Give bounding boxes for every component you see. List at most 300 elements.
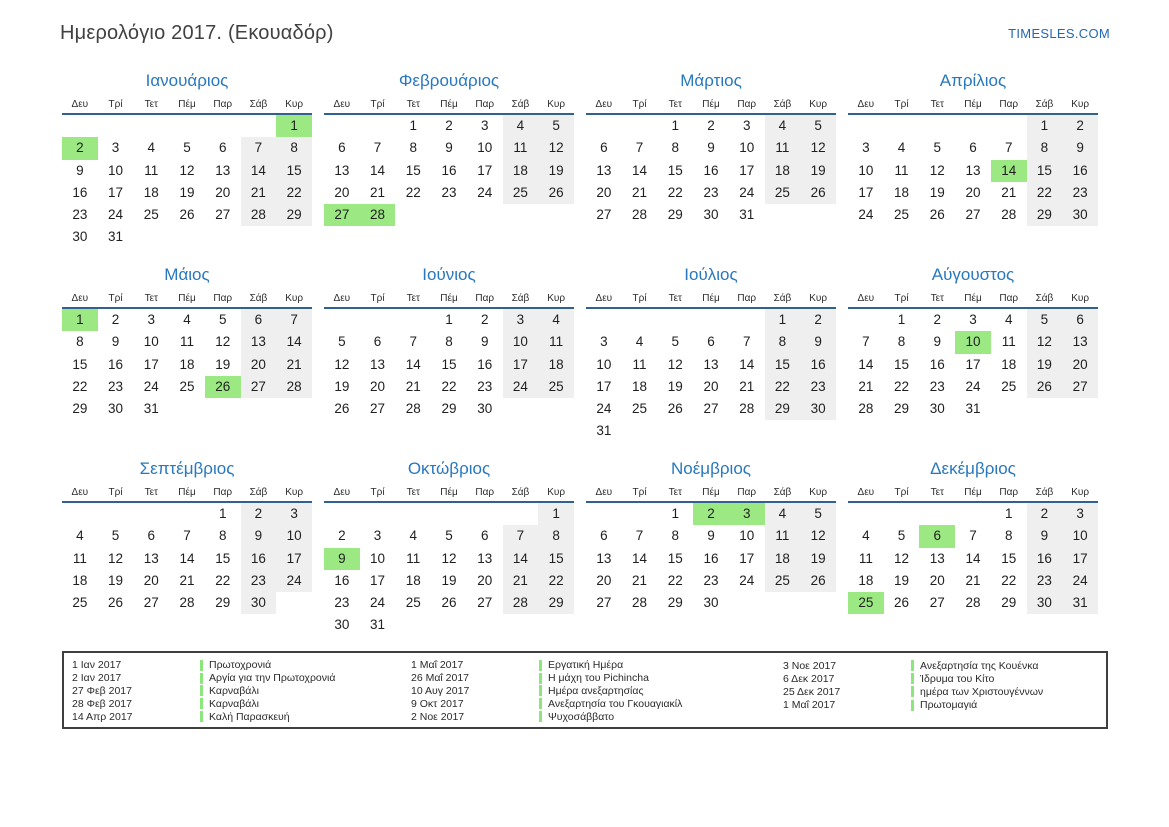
empty-cell bbox=[729, 592, 765, 614]
holiday-marker-bar bbox=[911, 686, 914, 697]
day-cell: 24 bbox=[1062, 570, 1098, 592]
day-cell: 6 bbox=[600, 528, 608, 544]
day-cell: 30 bbox=[108, 401, 124, 417]
day-cell: 2 bbox=[111, 312, 120, 327]
day-cell: 10 bbox=[370, 550, 386, 566]
day-cell: 2 bbox=[933, 312, 942, 327]
weekday-label: Κυρ bbox=[285, 99, 304, 110]
empty-cell bbox=[360, 226, 396, 248]
day-cell: 9 bbox=[445, 140, 453, 156]
day-cell: 30 bbox=[703, 595, 719, 611]
day-cell: 15 bbox=[1001, 550, 1017, 566]
day-cell: 16 bbox=[800, 354, 836, 376]
day-cell: 8 bbox=[538, 525, 574, 547]
empty-cell bbox=[62, 420, 98, 442]
weekday-header-row bbox=[324, 291, 574, 309]
empty-cell bbox=[919, 503, 955, 525]
month-8 bbox=[848, 262, 1098, 456]
day-grid bbox=[586, 115, 836, 249]
day-cell: 19 bbox=[1027, 354, 1063, 376]
empty-cell bbox=[62, 503, 98, 525]
empty-cell bbox=[241, 614, 277, 636]
holiday-marker-bar bbox=[200, 711, 203, 722]
holiday-marker-bar bbox=[539, 698, 542, 709]
empty-cell bbox=[503, 398, 539, 420]
legend-column bbox=[783, 659, 1098, 723]
day-cell: 25 bbox=[538, 376, 574, 398]
day-cell: 28 bbox=[276, 376, 312, 398]
day-cell: 28 bbox=[739, 401, 755, 417]
legend-holiday-name: ημέρα των Χριστουγέννων bbox=[920, 685, 1044, 698]
day-cell: 9 bbox=[241, 525, 277, 547]
day-cell: 22 bbox=[1027, 182, 1063, 204]
day-cell: 28 bbox=[503, 592, 539, 614]
day-cell: 13 bbox=[596, 550, 612, 566]
day-cell: 9 bbox=[1062, 137, 1098, 159]
weekday-label: Κυρ bbox=[547, 487, 566, 498]
day-cell: 4 bbox=[862, 528, 870, 544]
legend-holiday-name: Εργατική Ημέρα bbox=[548, 659, 624, 672]
empty-cell bbox=[848, 614, 884, 636]
day-cell: 24 bbox=[477, 184, 493, 200]
month-title: Σεπτέμβριος bbox=[139, 459, 235, 478]
day-cell: 13 bbox=[965, 162, 981, 178]
day-cell: 21 bbox=[632, 572, 648, 588]
day-cell: 16 bbox=[72, 184, 88, 200]
day-cell: 29 bbox=[894, 401, 910, 417]
weekday-label: Τρί bbox=[632, 293, 647, 304]
day-cell: 22 bbox=[1001, 572, 1017, 588]
weekday-label: Σάβ bbox=[249, 99, 268, 110]
day-cell: 18 bbox=[632, 378, 648, 394]
empty-cell bbox=[955, 226, 991, 248]
legend-holiday-name: Αργία για την Πρωτοχρονιά bbox=[209, 672, 336, 685]
day-cell: 4 bbox=[183, 312, 191, 327]
day-cell: 11 bbox=[503, 137, 539, 159]
day-cell: 30 bbox=[241, 592, 277, 614]
day-cell: 20 bbox=[965, 184, 981, 200]
day-cell: 2 bbox=[445, 118, 453, 133]
day-cell: 23 bbox=[334, 595, 350, 611]
day-cell: 6 bbox=[373, 334, 382, 350]
month-7 bbox=[586, 262, 836, 456]
day-cell: 24 bbox=[370, 595, 386, 611]
weekday-label: Δευ bbox=[71, 293, 89, 304]
month-title: Δεκέμβριος bbox=[930, 459, 1016, 478]
legend-entry bbox=[783, 699, 1098, 712]
empty-cell bbox=[1027, 398, 1063, 420]
legend-date: 1 Μαΐ 2017 bbox=[783, 699, 836, 712]
day-cell: 1 bbox=[218, 506, 227, 521]
empty-cell bbox=[729, 420, 765, 442]
day-cell: 5 bbox=[111, 528, 120, 544]
empty-cell bbox=[503, 226, 539, 248]
empty-cell bbox=[919, 420, 955, 442]
day-cell: 30 bbox=[1027, 592, 1063, 614]
day-cell: 23 bbox=[72, 207, 88, 223]
holiday-marker-bar bbox=[911, 700, 914, 711]
day-cell: 27 bbox=[929, 595, 945, 611]
weekday-header-row bbox=[62, 291, 312, 309]
legend-entry bbox=[72, 659, 411, 672]
empty-cell bbox=[693, 226, 729, 248]
day-cell: 19 bbox=[441, 572, 457, 588]
month-3 bbox=[586, 68, 836, 262]
day-cell: 12 bbox=[334, 356, 350, 372]
day-cell: 30 bbox=[477, 401, 493, 417]
day-cell: 15 bbox=[765, 354, 801, 376]
day-cell: 10 bbox=[1062, 525, 1098, 547]
empty-cell bbox=[586, 226, 622, 248]
day-cell: 19 bbox=[108, 572, 124, 588]
month-11 bbox=[586, 456, 836, 650]
day-cell: 25 bbox=[765, 182, 801, 204]
weekday-label: Παρ bbox=[475, 99, 495, 110]
legend-holiday-name: Πρωτομαγιά bbox=[920, 699, 978, 712]
empty-cell bbox=[586, 503, 622, 525]
day-cell: 8 bbox=[76, 334, 84, 350]
day-cell: 7 bbox=[276, 309, 312, 331]
day-cell: 26 bbox=[179, 207, 195, 223]
day-cell: 20 bbox=[370, 378, 386, 394]
site-link[interactable]: TIMESLES.COM bbox=[1008, 26, 1110, 41]
day-cell: 24 bbox=[965, 378, 981, 394]
day-cell: 16 bbox=[108, 356, 124, 372]
day-cell: 27 bbox=[596, 595, 612, 611]
day-cell: 17 bbox=[739, 550, 755, 566]
empty-cell bbox=[431, 614, 467, 636]
day-cell: 24 bbox=[739, 572, 755, 588]
day-cell: 1 bbox=[1027, 115, 1063, 137]
weekday-label: Τετ bbox=[668, 293, 682, 304]
day-cell: 1 bbox=[765, 309, 801, 331]
day-cell: 5 bbox=[218, 312, 227, 327]
empty-cell bbox=[848, 503, 884, 525]
day-grid bbox=[848, 309, 1098, 443]
day-cell: 31 bbox=[596, 423, 612, 439]
empty-cell bbox=[657, 226, 693, 248]
weekday-label: Πέμ bbox=[964, 99, 982, 110]
empty-cell bbox=[1062, 614, 1098, 636]
empty-cell bbox=[360, 309, 396, 331]
day-cell: 4 bbox=[1004, 312, 1013, 327]
day-cell: 26 bbox=[441, 595, 457, 611]
day-cell: 2 bbox=[707, 118, 715, 133]
empty-cell bbox=[324, 503, 360, 525]
legend-date: 2 Ιαν 2017 bbox=[72, 672, 122, 685]
day-cell: 12 bbox=[894, 550, 910, 566]
empty-cell bbox=[467, 420, 503, 442]
day-cell: 29 bbox=[667, 595, 683, 611]
day-grid bbox=[848, 115, 1098, 249]
month-1 bbox=[62, 68, 312, 262]
empty-cell bbox=[62, 115, 98, 137]
day-cell: 30 bbox=[1062, 204, 1098, 226]
day-cell: 27 bbox=[1062, 376, 1098, 398]
weekday-label: Δευ bbox=[333, 487, 351, 498]
day-cell: 21 bbox=[241, 182, 277, 204]
day-cell: 6 bbox=[1062, 309, 1098, 331]
day-cell: 6 bbox=[707, 334, 715, 350]
day-cell: 3 bbox=[729, 503, 765, 525]
day-cell: 30 bbox=[334, 617, 350, 633]
day-cell: 5 bbox=[933, 140, 942, 156]
empty-cell bbox=[991, 226, 1027, 248]
day-cell: 28 bbox=[632, 595, 648, 611]
month-title: Ιανουάριος bbox=[145, 71, 229, 90]
weekday-label: Δευ bbox=[333, 99, 351, 110]
day-cell: 10 bbox=[955, 331, 991, 353]
day-cell: 10 bbox=[739, 140, 755, 156]
day-cell: 14 bbox=[632, 550, 648, 566]
day-cell: 15 bbox=[667, 550, 683, 566]
weekday-header-row bbox=[848, 97, 1098, 115]
empty-cell bbox=[324, 309, 360, 331]
day-cell: 12 bbox=[800, 525, 836, 547]
day-cell: 31 bbox=[1062, 592, 1098, 614]
day-cell: 17 bbox=[143, 356, 159, 372]
day-cell: 18 bbox=[503, 160, 539, 182]
weekday-label: Παρ bbox=[213, 99, 233, 110]
day-cell: 29 bbox=[276, 204, 312, 226]
weekday-label: Τετ bbox=[144, 99, 158, 110]
day-cell: 7 bbox=[503, 525, 539, 547]
day-cell: 26 bbox=[667, 401, 683, 417]
day-cell: 23 bbox=[108, 378, 124, 394]
day-cell: 8 bbox=[218, 528, 227, 544]
day-cell: 19 bbox=[667, 378, 683, 394]
weekday-label: Κυρ bbox=[285, 487, 304, 498]
empty-cell bbox=[765, 204, 801, 226]
legend-date: 9 Οκτ 2017 bbox=[411, 697, 464, 710]
day-cell: 29 bbox=[441, 401, 457, 417]
empty-cell bbox=[586, 614, 622, 636]
day-cell: 9 bbox=[800, 331, 836, 353]
day-cell: 8 bbox=[445, 334, 453, 350]
day-cell: 17 bbox=[477, 162, 493, 178]
weekday-label: Δευ bbox=[595, 99, 613, 110]
empty-cell bbox=[276, 614, 312, 636]
empty-cell bbox=[503, 204, 539, 226]
day-cell: 9 bbox=[707, 528, 715, 544]
weekday-label: Πέμ bbox=[440, 293, 458, 304]
legend-holiday-name: Πρωτοχρονιά bbox=[209, 659, 272, 672]
day-cell: 20 bbox=[215, 184, 231, 200]
day-cell: 19 bbox=[929, 184, 945, 200]
weekday-header-row bbox=[324, 485, 574, 503]
day-cell: 1 bbox=[671, 506, 680, 521]
day-cell: 13 bbox=[370, 356, 386, 372]
month-title: Ιούνιος bbox=[422, 265, 476, 284]
weekday-label: Τετ bbox=[144, 487, 158, 498]
empty-cell bbox=[884, 115, 920, 137]
empty-cell bbox=[241, 115, 277, 137]
day-cell: 29 bbox=[538, 592, 574, 614]
day-cell: 12 bbox=[108, 550, 124, 566]
day-cell: 20 bbox=[929, 572, 945, 588]
empty-cell bbox=[360, 420, 396, 442]
day-cell: 9 bbox=[480, 334, 489, 350]
day-cell: 27 bbox=[703, 401, 719, 417]
day-cell: 11 bbox=[1001, 334, 1016, 350]
weekday-label: Δευ bbox=[595, 487, 613, 498]
month-title: Μάιος bbox=[164, 265, 210, 284]
day-cell: 26 bbox=[108, 595, 124, 611]
day-cell: 16 bbox=[1027, 548, 1063, 570]
day-cell: 20 bbox=[143, 572, 159, 588]
day-cell: 10 bbox=[596, 356, 612, 372]
weekday-label: Τετ bbox=[144, 293, 158, 304]
day-cell: 26 bbox=[205, 376, 241, 398]
day-cell: 15 bbox=[405, 162, 421, 178]
day-cell: 27 bbox=[143, 595, 159, 611]
day-cell: 22 bbox=[538, 570, 574, 592]
day-cell: 21 bbox=[503, 570, 539, 592]
empty-cell bbox=[693, 309, 729, 331]
legend-entry bbox=[72, 710, 411, 723]
day-cell: 23 bbox=[1062, 182, 1098, 204]
weekday-label: Κυρ bbox=[547, 99, 566, 110]
empty-cell bbox=[395, 503, 431, 525]
legend-date: 2 Νοε 2017 bbox=[411, 710, 465, 723]
day-cell: 1 bbox=[62, 309, 98, 331]
day-cell: 19 bbox=[894, 572, 910, 588]
day-cell: 5 bbox=[800, 115, 836, 137]
day-cell: 9 bbox=[707, 140, 715, 156]
holiday-legend bbox=[62, 651, 1108, 729]
day-cell: 14 bbox=[739, 356, 755, 372]
day-cell: 3 bbox=[503, 309, 539, 331]
day-cell: 1 bbox=[276, 115, 312, 137]
weekday-label: Δευ bbox=[857, 487, 875, 498]
day-cell: 3 bbox=[742, 118, 751, 133]
day-cell: 4 bbox=[765, 115, 801, 137]
day-cell: 8 bbox=[765, 331, 801, 353]
weekday-label: Πέμ bbox=[964, 487, 982, 498]
day-grid bbox=[62, 115, 312, 249]
empty-cell bbox=[133, 614, 169, 636]
empty-cell bbox=[503, 420, 539, 442]
day-grid bbox=[324, 115, 574, 249]
empty-cell bbox=[395, 309, 431, 331]
legend-entry bbox=[783, 659, 1098, 672]
day-cell: 2 bbox=[241, 503, 277, 525]
weekday-label: Τετ bbox=[930, 487, 944, 498]
day-cell: 16 bbox=[703, 162, 719, 178]
empty-cell bbox=[467, 614, 503, 636]
day-cell: 17 bbox=[858, 184, 874, 200]
day-cell: 21 bbox=[370, 184, 386, 200]
day-cell: 10 bbox=[858, 162, 874, 178]
day-cell: 8 bbox=[1027, 137, 1063, 159]
weekday-label: Παρ bbox=[737, 487, 757, 498]
day-cell: 8 bbox=[1004, 528, 1013, 544]
day-cell: 31 bbox=[108, 229, 124, 245]
day-cell: 9 bbox=[324, 548, 360, 570]
weekday-label: Πέμ bbox=[702, 293, 720, 304]
day-cell: 24 bbox=[143, 378, 159, 394]
day-cell: 15 bbox=[667, 162, 683, 178]
weekday-label: Πέμ bbox=[440, 99, 458, 110]
legend-date: 25 Δεκ 2017 bbox=[783, 685, 841, 698]
day-cell: 1 bbox=[1004, 506, 1013, 521]
empty-cell bbox=[276, 420, 312, 442]
weekday-label: Σάβ bbox=[511, 487, 530, 498]
day-cell: 7 bbox=[635, 140, 644, 156]
day-cell: 25 bbox=[894, 207, 910, 223]
day-cell: 24 bbox=[276, 570, 312, 592]
weekday-label: Δευ bbox=[857, 99, 875, 110]
day-cell: 20 bbox=[241, 354, 277, 376]
day-cell: 5 bbox=[338, 334, 346, 350]
day-cell: 15 bbox=[72, 356, 88, 372]
empty-cell bbox=[241, 398, 277, 420]
day-cell: 11 bbox=[179, 334, 194, 350]
legend-date: 3 Νοε 2017 bbox=[783, 659, 837, 672]
weekday-label: Παρ bbox=[475, 293, 495, 304]
day-cell: 26 bbox=[929, 207, 945, 223]
day-cell: 10 bbox=[739, 528, 755, 544]
legend-holiday-name: Ημέρα ανεξαρτησίας bbox=[548, 684, 644, 697]
empty-cell bbox=[431, 420, 467, 442]
weekday-label: Πέμ bbox=[178, 99, 196, 110]
weekday-header-row bbox=[324, 97, 574, 115]
weekday-header-row bbox=[586, 485, 836, 503]
day-cell: 1 bbox=[409, 118, 418, 133]
empty-cell bbox=[955, 115, 991, 137]
day-grid bbox=[62, 309, 312, 443]
day-cell: 23 bbox=[703, 184, 719, 200]
day-cell: 22 bbox=[215, 572, 231, 588]
day-cell: 24 bbox=[858, 207, 874, 223]
day-cell: 23 bbox=[800, 376, 836, 398]
day-cell: 4 bbox=[409, 528, 418, 544]
empty-cell bbox=[276, 592, 312, 614]
legend-entry bbox=[72, 685, 411, 698]
month-title: Απρίλιος bbox=[939, 71, 1007, 90]
empty-cell bbox=[538, 420, 574, 442]
day-cell: 25 bbox=[72, 595, 88, 611]
holiday-marker-bar bbox=[539, 660, 542, 671]
empty-cell bbox=[991, 420, 1027, 442]
empty-cell bbox=[919, 614, 955, 636]
day-cell: 20 bbox=[477, 572, 493, 588]
day-cell: 24 bbox=[596, 401, 612, 417]
day-cell: 18 bbox=[1001, 356, 1017, 372]
empty-cell bbox=[133, 503, 169, 525]
day-cell: 9 bbox=[111, 334, 120, 350]
day-cell: 8 bbox=[671, 140, 680, 156]
empty-cell bbox=[1062, 226, 1098, 248]
day-cell: 28 bbox=[965, 595, 981, 611]
empty-cell bbox=[169, 420, 205, 442]
weekday-label: Κυρ bbox=[809, 99, 828, 110]
day-cell: 19 bbox=[538, 160, 574, 182]
day-cell: 2 bbox=[62, 137, 98, 159]
holiday-marker-bar bbox=[911, 673, 914, 684]
day-cell: 5 bbox=[800, 503, 836, 525]
day-grid bbox=[586, 309, 836, 443]
page-title: Ημερολόγιο 2017. (Εκουαδόρ) bbox=[60, 22, 334, 44]
day-cell: 2 bbox=[338, 528, 346, 544]
day-cell: 13 bbox=[477, 550, 493, 566]
month-title: Αύγουστος bbox=[931, 265, 1015, 284]
empty-cell bbox=[276, 226, 312, 248]
day-cell: 5 bbox=[1027, 309, 1063, 331]
day-cell: 17 bbox=[596, 378, 612, 394]
day-cell: 18 bbox=[405, 572, 421, 588]
empty-cell bbox=[919, 115, 955, 137]
